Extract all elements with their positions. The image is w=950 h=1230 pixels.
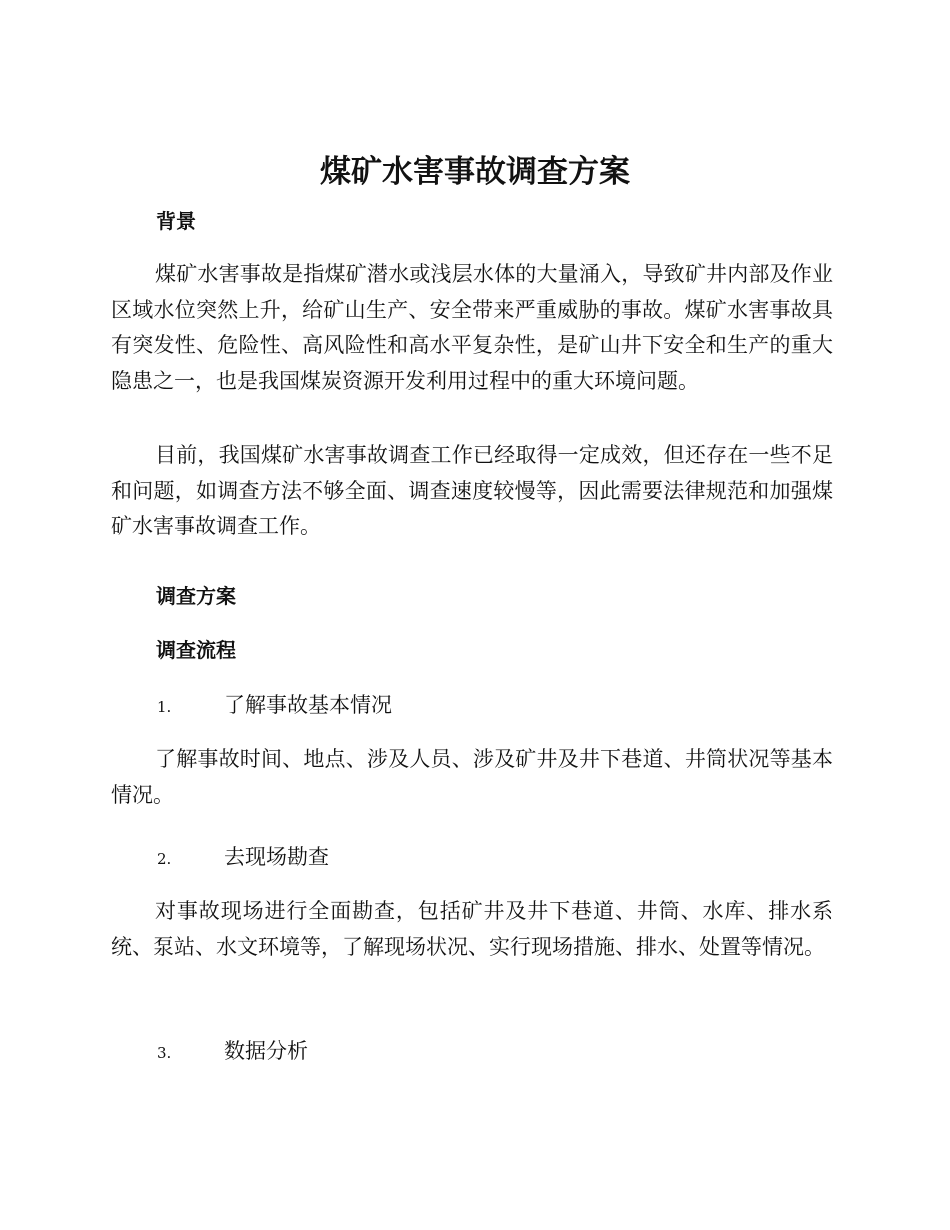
step-2-title: 去现场勘查: [224, 845, 329, 869]
step-3-number: 3.: [157, 1044, 172, 1062]
step-1-title: 了解事故基本情况: [224, 693, 392, 717]
step-1: [157, 690, 392, 722]
step-3-title: 数据分析: [224, 1039, 308, 1063]
document-title: 煤矿水害事故调查方案: [320, 154, 630, 190]
step-2: [157, 842, 329, 874]
background-paragraph-1: 煤矿水害事故是指煤矿潜水或浅层水体的大量涌入，导致矿井内部及作业区域水位突然上升，给矿山生产、安全带来严重威胁的事故。煤矿水害事故具有突发性、危险性、高风险性和高水平复杂性，是矿山井下安全和生产的重大隐患之一，也是我国煤炭资源开发利用过程中的重大环境问题。: [111, 262, 833, 393]
step-1-description: 了解事故时间、地点、涉及人员、涉及矿井及井下巷道、井筒状况等基本情况。: [111, 747, 833, 807]
section-heading-background: 背景: [156, 209, 196, 233]
step-3: [157, 1036, 308, 1068]
step-2-description: 对事故现场进行全面勘查，包括矿井及井下巷道、井筒、水库、排水系统、泵站、水文环境等，了解现场状况、实行现场措施、排水、处置等情况。: [111, 899, 833, 959]
subheading-process: 调查流程: [156, 638, 236, 662]
step-2-number: 2.: [157, 850, 172, 868]
section-heading-plan: 调查方案: [156, 584, 236, 608]
step-1-number: 1.: [157, 698, 172, 716]
background-paragraph-2: 目前，我国煤矿水害事故调查工作已经取得一定成效，但还存在一些不足和问题，如调查方法不够全面、调查速度较慢等，因此需要法律规范和加强煤矿水害事故调查工作。: [111, 443, 833, 538]
